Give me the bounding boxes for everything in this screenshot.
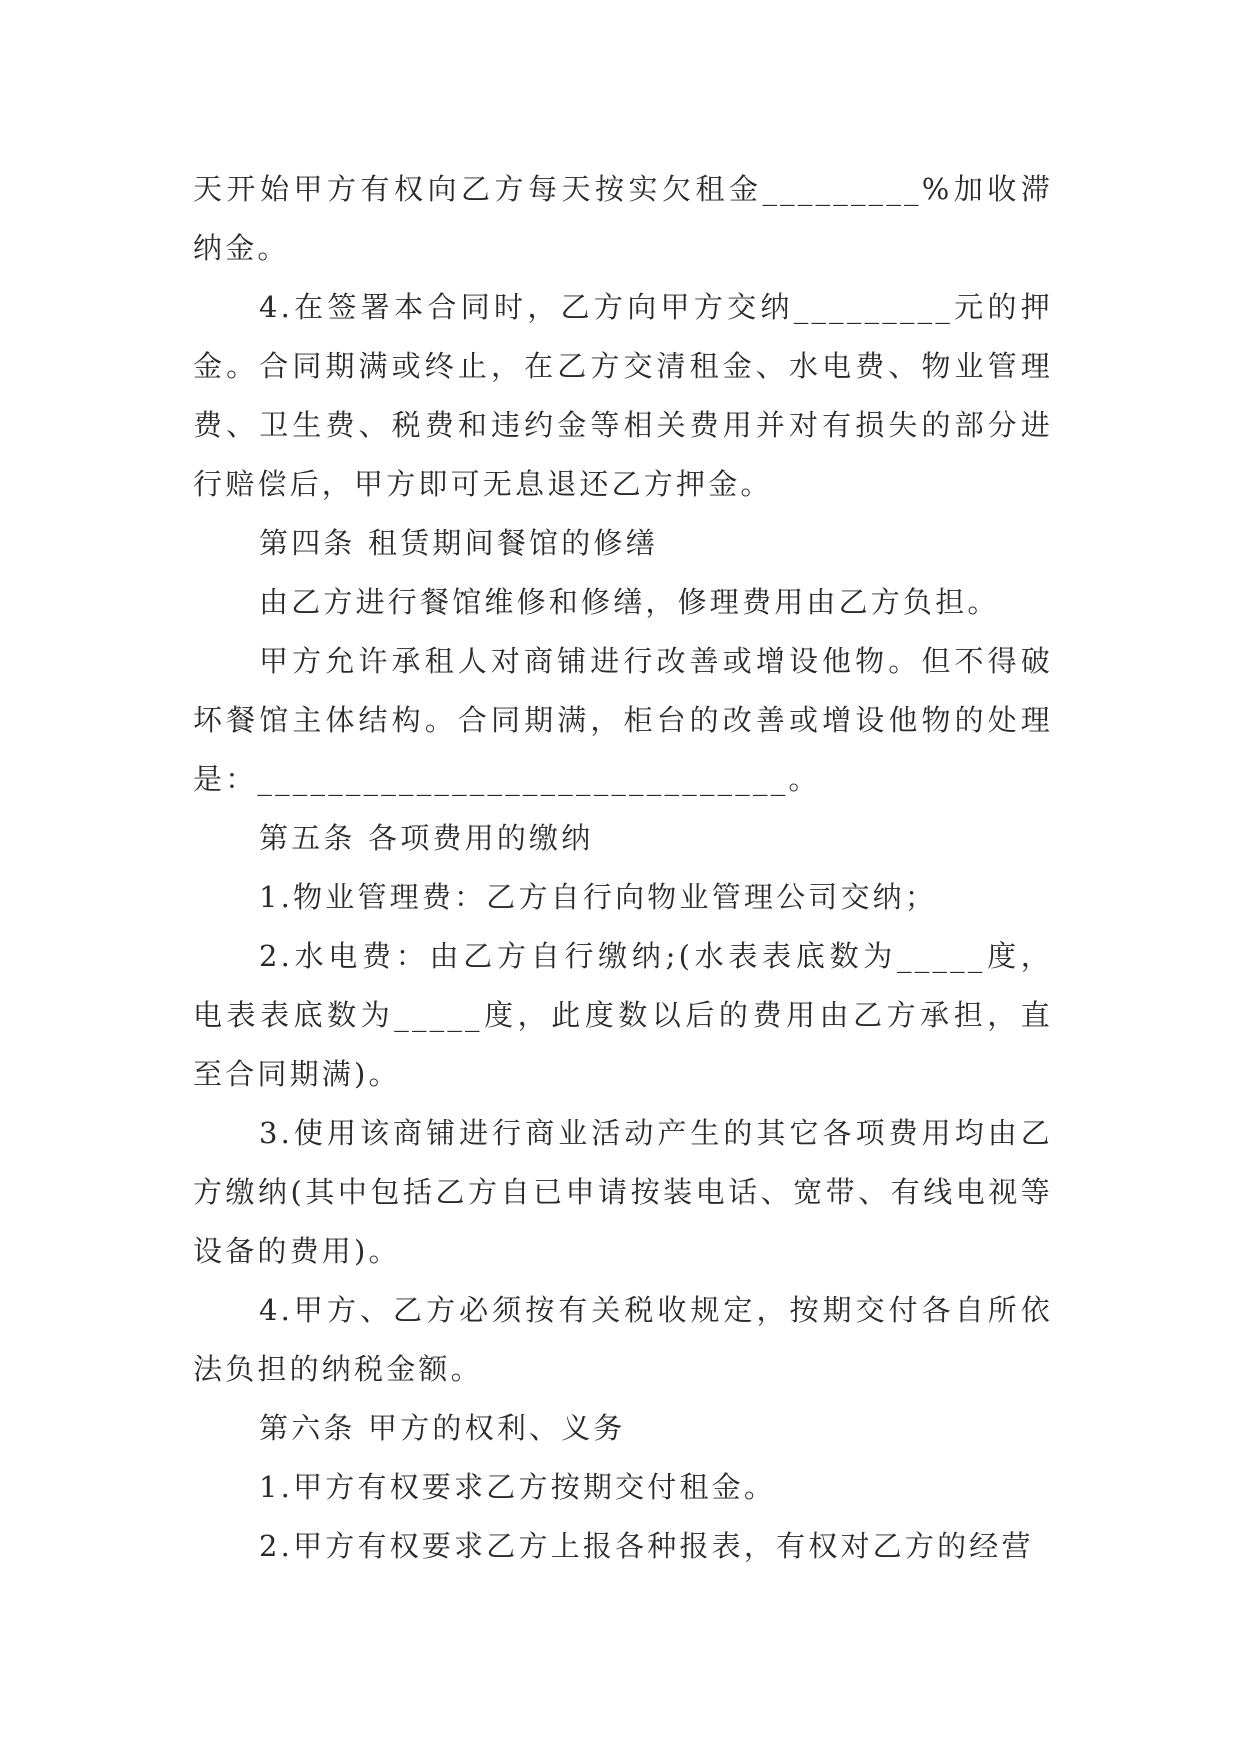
paragraph-late-fee: 天开始甲方有权向乙方每天按实欠租金_________%加收滞纳金。 [193, 172, 1053, 265]
paragraph-other-fees: 3.使用该商铺进行商业活动产生的其它各项费用均由乙方缴纳(其中包括乙方自已申请按装电话、宽带、有线电视等设备的费用)。 [193, 1116, 1053, 1268]
document-body [193, 160, 1053, 1576]
paragraph-deposit: 4.在签署本合同时，乙方向甲方交纳_________元的押金。合同期满或终止，在乙方交清租金、水电费、物业管理费、卫生费、税费和违约金等相关费用并对有损失的部分进行赔偿后，甲方即可无息退还乙方押金。 [193, 290, 1053, 501]
paragraph-rent-right: 1.甲方有权要求乙方按期交付租金。 [259, 1470, 777, 1504]
paragraph-improvements: 甲方允许承租人对商铺进行改善或增设他物。但不得破坏餐馆主体结构。合同期满，柜台的改善或增设他物的处理是：______________________________。 [193, 644, 1053, 796]
heading-article-6: 第六条 甲方的权利、义务 [259, 1411, 626, 1445]
heading-article-4: 第四条 租赁期间餐馆的修缮 [259, 526, 658, 560]
paragraph-property-fee: 1.物业管理费：乙方自行向物业管理公司交纳； [259, 880, 938, 914]
paragraph-taxes: 4.甲方、乙方必须按有关税收规定，按期交付各自所依法负担的纳税金额。 [193, 1293, 1053, 1386]
paragraph-report-right: 2.甲方有权要求乙方上报各种报表，有权对乙方的经营 [259, 1529, 1034, 1563]
paragraph-utilities: 2.水电费：由乙方自行缴纳;(水表表底数为_____度，电表表底数为_____度，此度数以后的费用由乙方承担，直至合同期满)。 [193, 939, 1053, 1091]
paragraph-repair-cost: 由乙方进行餐馆维修和修缮，修理费用由乙方负担。 [259, 585, 1000, 619]
heading-article-5: 第五条 各项费用的缴纳 [259, 821, 594, 855]
